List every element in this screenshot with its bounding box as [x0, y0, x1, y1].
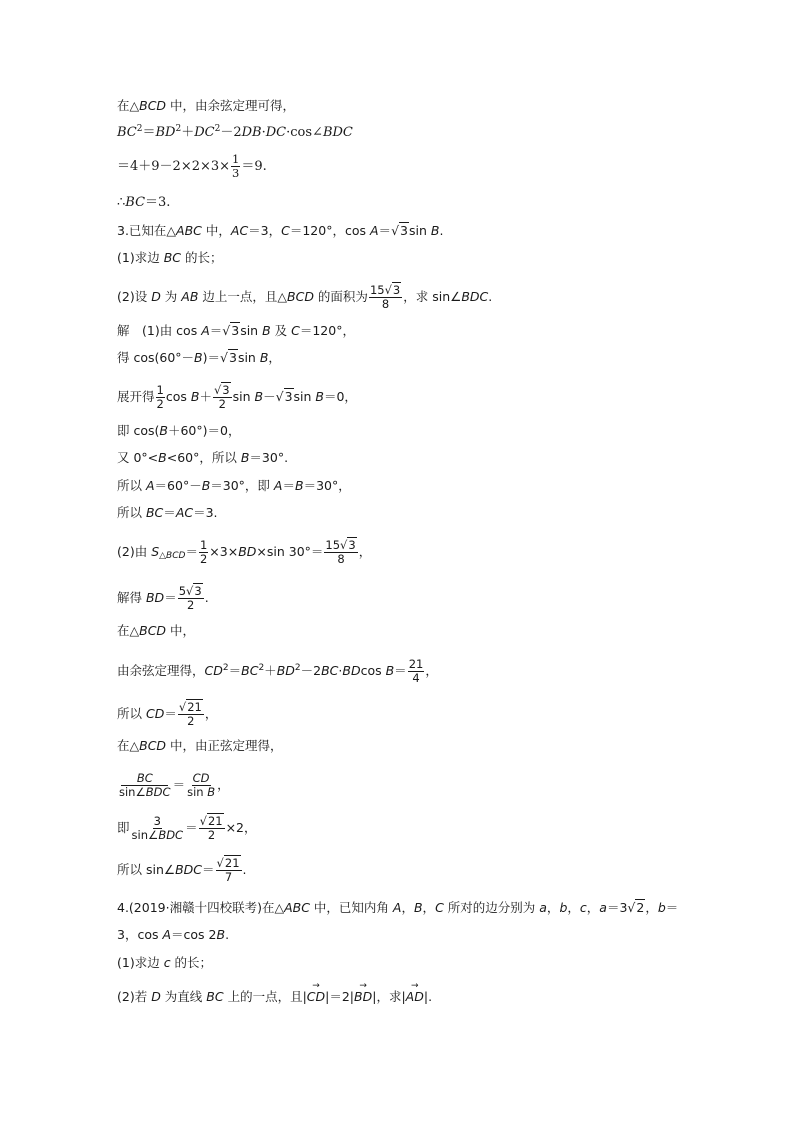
solution-line: 所以 A＝60°－B＝30°，即 A＝B＝30°， [117, 478, 351, 493]
problem-3-statement: 3.已知在△ABC 中，AC＝3，C＝120°，cos A＝√3sin B. [117, 223, 444, 238]
equation-line: $BC^2=BD^2+DC^2-2DB\cdot DC\cdot\cos\angle BDC$ [117, 124, 353, 140]
fraction: $\frac{1}{2}$ [156, 383, 164, 411]
problem-4-statement-cont: 3，cos A＝cos 2B. [117, 927, 230, 942]
solution-line: 解 (1)由 cos A＝√3sin B 及 C＝120°， [117, 323, 355, 338]
fraction: $\frac{BC}{\text{sin∠BDC}}$ [119, 771, 171, 799]
fraction: $\frac{1}{3}$ [232, 152, 240, 180]
problem-3-part-1: (1)求边 BC 的长； [117, 250, 223, 265]
solution-line: 又 0°<B<60°，所以 B＝30°. [117, 450, 289, 465]
fraction: $\frac{15√3}{8}$ [325, 538, 356, 566]
equation-line: ＝4＋9－2×2×3× $\frac{1}{3}$ ＝9. [117, 152, 267, 180]
fraction: $\frac{√3}{2}$ [213, 383, 230, 411]
problem-3-part-2: (2)设 D 为 AB 边上一点，且△BCD 的面积为 $\frac{15√3}{8}$ ，求 sin∠BDC. [117, 283, 493, 311]
problem-4-statement: 4.(2019·湘赣十四校联考)在△ABC 中，已知内角 A，B，C 所对的边分别为 a，b，c，a＝3√2，b＝ [117, 900, 679, 915]
fraction: $\frac{√21}{2}$ [199, 814, 223, 842]
equation-line: ∴BC＝3. [117, 195, 171, 210]
solution-line: (2)由 $S_{\triangle BCD}=$ $\frac{1}{2}$ ×3×BD×sin 30°＝ $\frac{15√3}{8}$ ， [117, 538, 372, 566]
solution-line: 所以 CD＝ $\frac{√21}{2}$ ， [117, 700, 218, 728]
solution-line: 解得 BD＝ $\frac{5√3}{2}$ . [117, 584, 209, 612]
fraction: $\frac{21}{4}$ [408, 657, 424, 685]
solution-line: 所以 BC＝AC＝3. [117, 505, 218, 520]
text-line: 在△BCD 中，由余弦定理可得， [117, 98, 296, 113]
solution-line: $\frac{BC}{\text{sin∠BDC}}$ ＝ $\frac{CD}{\text{sin B}}$ ， [119, 771, 230, 799]
solution-line: 即 cos(B＋60°)＝0， [117, 423, 241, 438]
solution-line: 在△BCD 中，由正弦定理得， [117, 738, 283, 753]
solution-line: 在△BCD 中， [117, 623, 196, 638]
fraction: $\frac{3}{\text{sin∠BDC}}$ [131, 814, 184, 842]
fraction: $\frac{1}{2}$ [199, 538, 208, 566]
solution-line: 展开得 $\frac{1}{2}$ cos B＋ $\frac{√3}{2}$ sin B－√3sin B＝0， [117, 383, 357, 411]
fraction: $\frac{5√3}{2}$ [178, 584, 202, 612]
solution-line: 即 $\frac{3}{\text{sin∠BDC}}$ ＝ $\frac{√21}{2}$ ×2， [117, 814, 257, 842]
fraction: $\frac{√21}{2}$ [178, 700, 202, 728]
fraction: $\frac{CD}{\text{sin B}}$ [187, 771, 216, 799]
fraction: $\frac{15√3}{8}$ [369, 283, 401, 311]
solution-line: 由余弦定理得，$CD^2=BC^2+BD^2-2BC\cdot BDcos$ B＝ $\frac{21}{4}$ ， [117, 657, 438, 685]
solution-line: 得 cos(60°－B)＝√3sin B， [117, 350, 281, 365]
problem-4-part-1: (1)求边 c 的长； [117, 955, 213, 970]
solution-line: 所以 sin∠BDC＝ $\frac{√21}{7}$ . [117, 856, 247, 884]
fraction: $\frac{√21}{7}$ [216, 856, 240, 884]
problem-4-part-2: (2)若 D 为直线 BC 上的一点，且|→ CD|＝2|→ BD|，求|→ AD|. [117, 989, 432, 1005]
